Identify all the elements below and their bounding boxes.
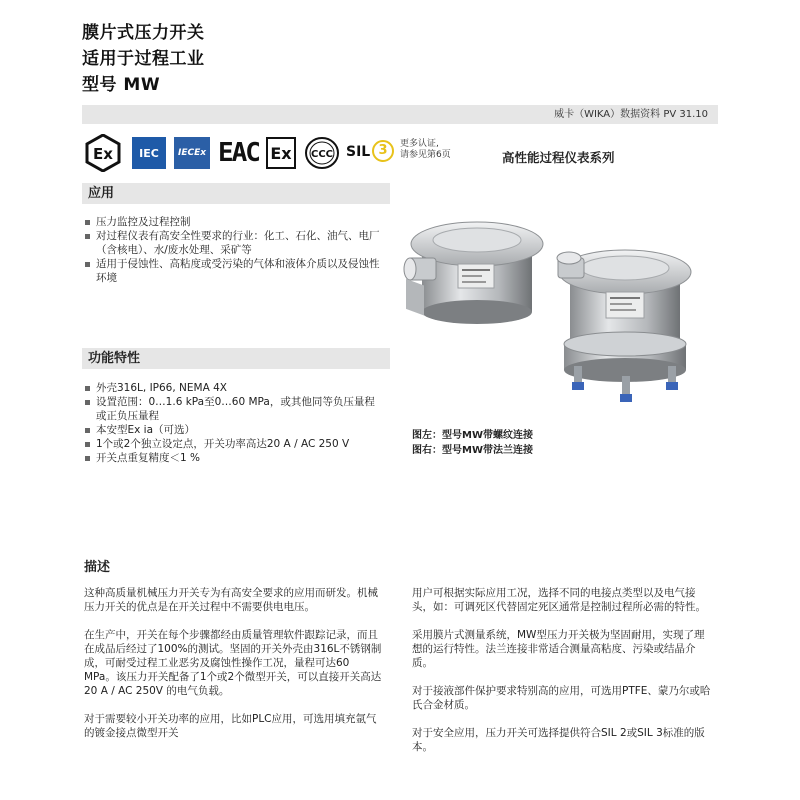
- description-paragraph: 对于需要较小开关功率的应用，比如PLC应用，可选用填充氩气的镀金接点微型开关: [84, 713, 377, 739]
- title-line-1: 膜片式压力开关: [82, 23, 205, 43]
- figure-caption-right: 图右：型号MW带法兰连接: [412, 445, 533, 456]
- ex-icon: [84, 134, 122, 172]
- more-note-line-2: 请参见第6页: [400, 150, 451, 160]
- list-item: 本安型Ex ia（可选）: [84, 423, 384, 437]
- threaded-switch-image: [404, 222, 543, 324]
- description-header: 描述: [84, 560, 111, 575]
- iec-label: IEC: [139, 146, 159, 160]
- features-list: [84, 381, 384, 465]
- ex-box-icon: [266, 137, 296, 169]
- features-header-label: 功能特性: [88, 351, 141, 366]
- sil-icon: [346, 138, 390, 168]
- description-paragraph: 这种高质量机械压力开关专为有高安全要求的应用而研发。机械压力开关的优点是在开关过程中不需要供电电压。: [84, 587, 378, 613]
- description-paragraph: 在生产中，开关在每个步骤都经由质量管理软件跟踪记录，而且在成品后经过了100%的测试。坚固的开关外壳由316L不锈钢制成，可耐受过程工业恶劣及腐蚀性操作工况，量程可达60 MPa。该压力开关配备了1个或2个微型开关，可以直接开关高达20 A / AC 250V 的电气负载。: [84, 629, 382, 697]
- application-list: [84, 215, 384, 285]
- application-section-header: [82, 183, 390, 204]
- series-title: 高性能过程仪表系列: [502, 150, 615, 165]
- product-photos: [398, 180, 718, 420]
- description-paragraph: 对于接液部件保护要求特别高的应用，可选用PTFE、蒙乃尔或哈氏合金材质。: [412, 685, 711, 711]
- iec-icon: [132, 137, 166, 169]
- application-header-label: 应用: [88, 186, 115, 201]
- svg-text:CCC: CCC: [310, 149, 334, 160]
- eac-label: EAC: [218, 138, 259, 168]
- figure-caption: [412, 428, 533, 458]
- features-section-header: [82, 348, 390, 369]
- list-item: 对过程仪表有高安全性要求的行业：化工、石化、油气、电厂（含核电）、水/废水处理、采矿等: [84, 229, 384, 257]
- ccc-icon: [304, 136, 340, 170]
- datasheet-reference: 威卡（WIKA）数据资料 PV 31.10: [554, 109, 708, 120]
- sil-level-badge: [372, 140, 394, 162]
- flanged-switch-image: [557, 250, 691, 402]
- list-item: 设置范围：0…1.6 kPa至0…60 MPa，或其他同等负压量程或正负压量程: [84, 395, 384, 423]
- iecex-label: IECEx: [177, 148, 207, 158]
- title-line-2: 适用于过程工业: [82, 49, 205, 69]
- certification-row: [84, 134, 414, 174]
- title-line-3: 型号 MW: [82, 75, 161, 95]
- description-left-column: [84, 586, 384, 754]
- list-item: 外壳316L, IP66, NEMA 4X: [84, 381, 384, 395]
- iecex-icon: [174, 137, 210, 169]
- list-item: 1个或2个独立设定点，开关功率高达20 A / AC 250 V: [84, 437, 384, 451]
- list-item: 开关点重复精度＜1 %: [84, 451, 384, 465]
- description-paragraph: 采用膜片式测量系统，MW型压力开关极为坚固耐用，实现了理想的运行特性。法兰连接非常适合测量高粘度、污染或结晶介质。: [412, 629, 705, 669]
- more-note-line-1: 更多认证,: [400, 139, 439, 149]
- description-right-column: [412, 586, 712, 768]
- description-paragraph: 对于安全应用，压力开关可选择提供符合SIL 2或SIL 3标准的版本。: [412, 727, 705, 753]
- svg-text:Ex: Ex: [93, 145, 113, 163]
- figure-caption-left: 图左：型号MW带螺纹连接: [412, 430, 533, 441]
- ex-box-label: Ex: [270, 143, 292, 163]
- more-certifications-note: [400, 139, 451, 161]
- sil-level: 3: [378, 143, 388, 158]
- sil-label: SIL: [346, 144, 371, 160]
- eac-icon: [218, 136, 262, 170]
- list-item: 适用于侵蚀性、高粘度或受污染的气体和液体介质以及侵蚀性环境: [84, 257, 384, 285]
- list-item: 压力监控及过程控制: [84, 215, 384, 229]
- description-paragraph: 用户可根据实际应用工况，选择不同的电接点类型以及电气接头，如：可调死区代替固定死区通常是控制过程所必需的特性。: [412, 587, 706, 613]
- datasheet-reference-bar: [82, 105, 718, 124]
